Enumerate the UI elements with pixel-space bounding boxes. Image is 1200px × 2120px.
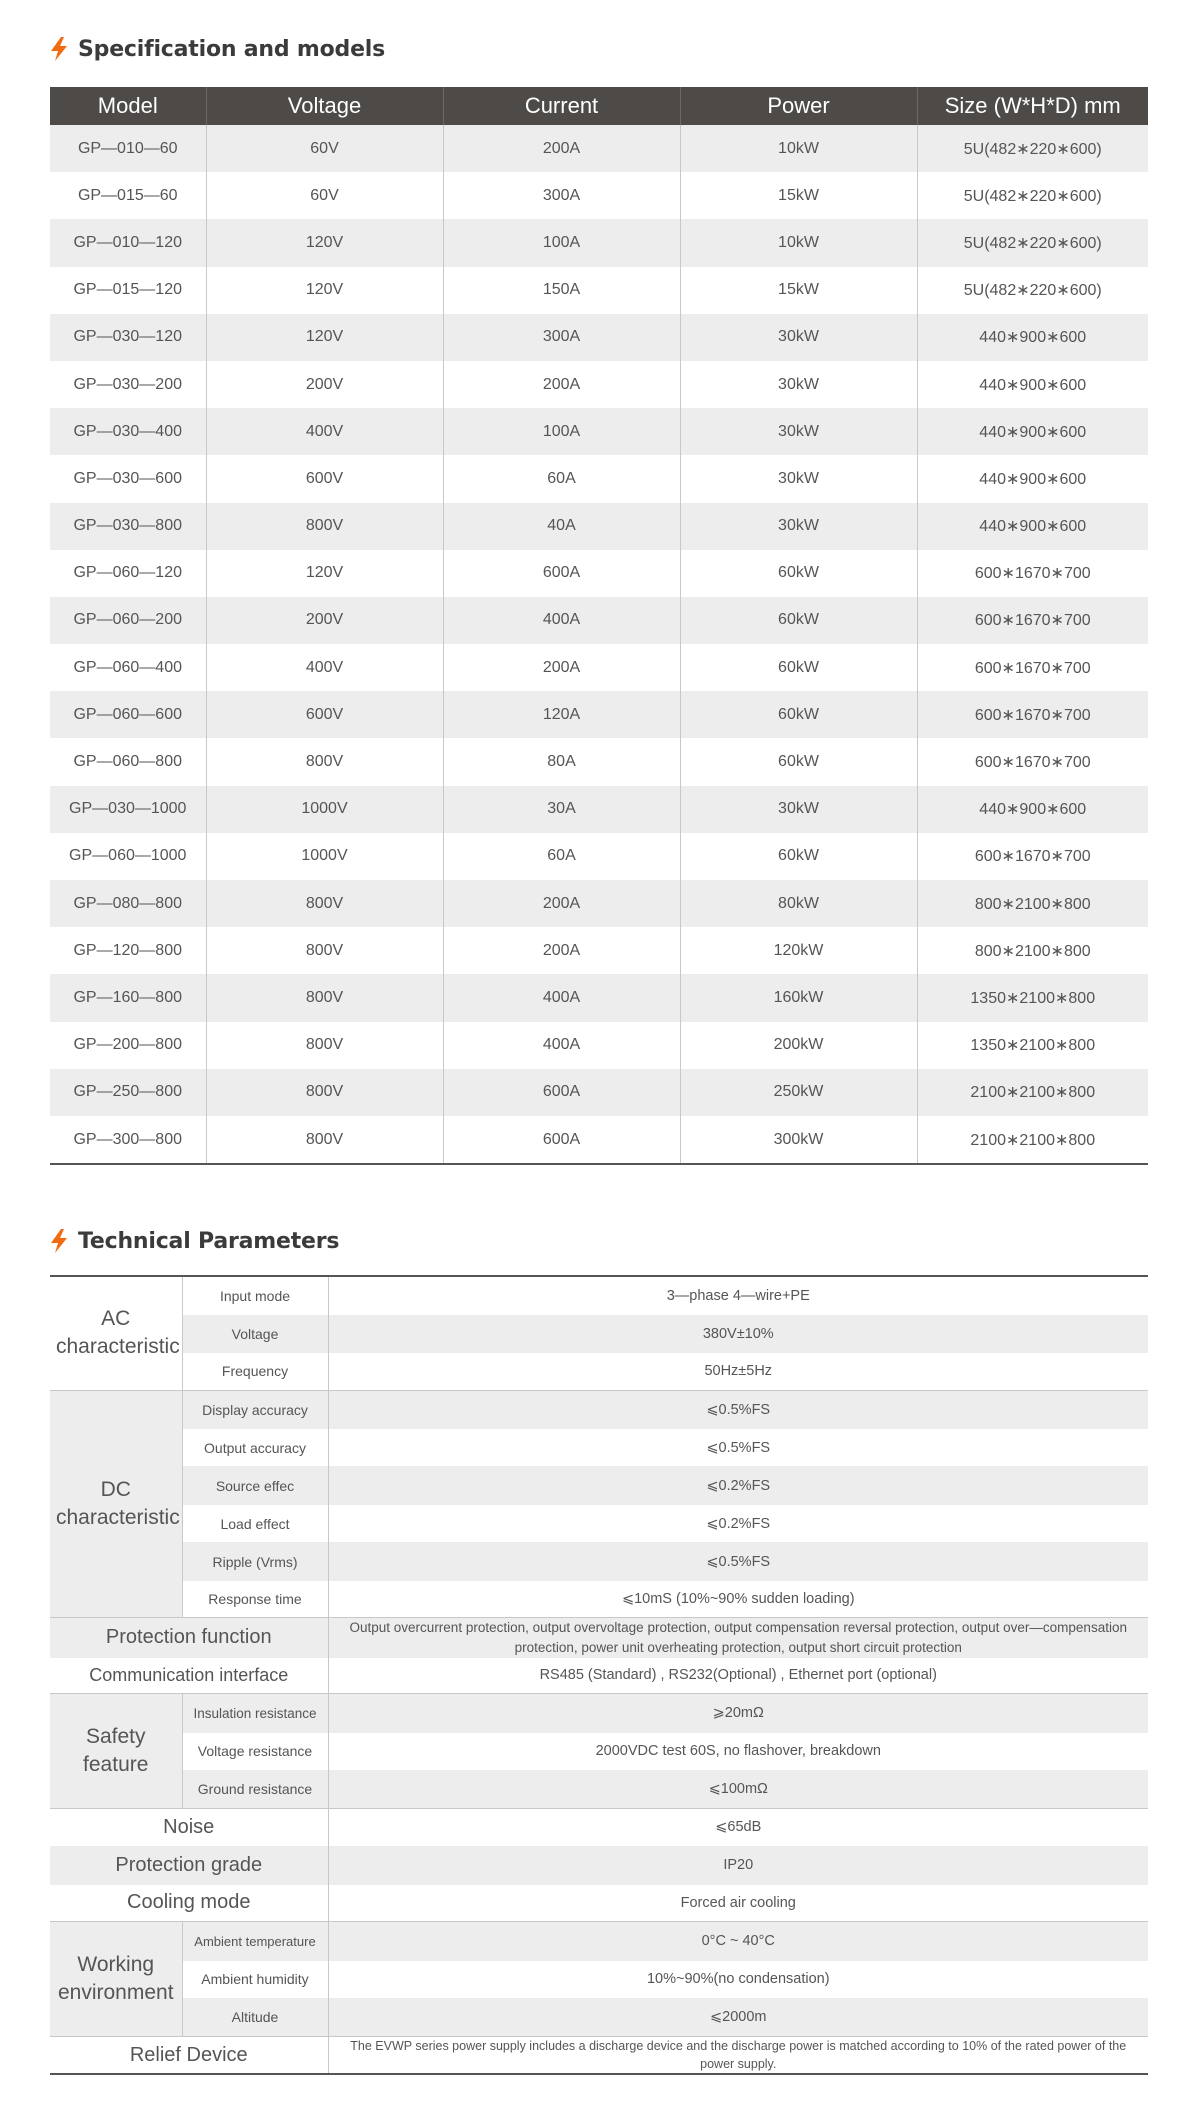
cell-current: 400A — [443, 974, 680, 1021]
cell-power: 30kW — [680, 314, 917, 361]
param-label-relief-device: Relief Device — [50, 2037, 328, 2075]
param-name: Source effec — [182, 1466, 328, 1505]
table-row — [50, 455, 1148, 502]
column-header-current: Current — [443, 87, 680, 125]
cell-current: 200A — [443, 644, 680, 691]
cell-power: 60kW — [680, 644, 917, 691]
cell-voltage: 800V — [206, 738, 443, 785]
param-row — [50, 1276, 1148, 1315]
param-name: Input mode — [182, 1276, 328, 1315]
table-row — [50, 974, 1148, 1021]
param-row — [50, 1770, 1148, 1809]
param-value: IP20 — [328, 1846, 1148, 1885]
param-name: Ground resistance — [182, 1770, 328, 1809]
cell-power: 30kW — [680, 786, 917, 833]
table-row — [50, 691, 1148, 738]
cell-model: GP—010—120 — [50, 219, 206, 266]
cell-current: 600A — [443, 1069, 680, 1116]
cell-voltage: 1000V — [206, 833, 443, 880]
param-row — [50, 2037, 1148, 2075]
param-value: 3—phase 4—wire+PE — [328, 1276, 1148, 1315]
cell-power: 250kW — [680, 1069, 917, 1116]
param-row — [50, 1581, 1148, 1617]
cell-model: GP—030—200 — [50, 361, 206, 408]
param-value: The EVWP series power supply includes a discharge device and the discharge power is matched according to 10% of the rated power of the power supply. — [328, 2037, 1148, 2075]
param-row — [50, 1961, 1148, 1998]
lightning-bolt-icon — [48, 36, 70, 62]
param-value: ⩽0.5%FS — [328, 1390, 1148, 1429]
column-header-power: Power — [680, 87, 917, 125]
column-header-size: Size (W*H*D) mm — [917, 87, 1148, 125]
param-name: Frequency — [182, 1353, 328, 1390]
cell-current: 400A — [443, 1022, 680, 1069]
cell-size: 5U(482∗220∗600) — [917, 125, 1148, 172]
cell-power: 60kW — [680, 550, 917, 597]
cell-power: 10kW — [680, 125, 917, 172]
spec-section-header — [48, 36, 385, 62]
cell-model: GP—060—400 — [50, 644, 206, 691]
cell-power: 60kW — [680, 691, 917, 738]
cell-current: 200A — [443, 880, 680, 927]
param-row — [50, 1885, 1148, 1922]
cell-voltage: 600V — [206, 455, 443, 502]
table-row — [50, 125, 1148, 172]
spec-models-table — [50, 87, 1148, 1165]
table-row — [50, 833, 1148, 880]
param-row — [50, 1353, 1148, 1390]
cell-model: GP—030—1000 — [50, 786, 206, 833]
cell-size: 5U(482∗220∗600) — [917, 172, 1148, 219]
param-row — [50, 1922, 1148, 1961]
param-name: Insulation resistance — [182, 1694, 328, 1733]
cell-model: GP—120—800 — [50, 927, 206, 974]
param-value: 380V±10% — [328, 1315, 1148, 1353]
param-value: Forced air cooling — [328, 1885, 1148, 1922]
cell-size: 5U(482∗220∗600) — [917, 267, 1148, 314]
param-value: ⩽10mS (10%~90% sudden loading) — [328, 1581, 1148, 1617]
cell-size: 2100∗2100∗800 — [917, 1069, 1148, 1116]
table-row — [50, 738, 1148, 785]
param-row — [50, 1429, 1148, 1466]
cell-size: 440∗900∗600 — [917, 503, 1148, 550]
param-row — [50, 1658, 1148, 1694]
param-label-communication: Communication interface — [50, 1658, 328, 1694]
cell-model: GP—160—800 — [50, 974, 206, 1021]
group-label-dc: DC characteristic — [50, 1390, 182, 1617]
cell-model: GP—080—800 — [50, 880, 206, 927]
cell-current: 300A — [443, 314, 680, 361]
param-row — [50, 1733, 1148, 1770]
cell-voltage: 800V — [206, 880, 443, 927]
cell-model: GP—060—120 — [50, 550, 206, 597]
param-value: ⩽0.5%FS — [328, 1429, 1148, 1466]
cell-voltage: 120V — [206, 314, 443, 361]
param-row — [50, 1998, 1148, 2037]
cell-power: 30kW — [680, 503, 917, 550]
cell-current: 600A — [443, 550, 680, 597]
table-row — [50, 786, 1148, 833]
cell-model: GP—030—800 — [50, 503, 206, 550]
cell-size: 600∗1670∗700 — [917, 738, 1148, 785]
param-row — [50, 1846, 1148, 1885]
table-row — [50, 361, 1148, 408]
cell-model: GP—060—1000 — [50, 833, 206, 880]
table-row — [50, 1069, 1148, 1116]
param-name: Voltage — [182, 1315, 328, 1353]
cell-size: 440∗900∗600 — [917, 786, 1148, 833]
cell-size: 600∗1670∗700 — [917, 597, 1148, 644]
param-value: ⩽65dB — [328, 1809, 1148, 1846]
cell-size: 1350∗2100∗800 — [917, 1022, 1148, 1069]
param-row — [50, 1542, 1148, 1581]
cell-power: 160kW — [680, 974, 917, 1021]
cell-voltage: 200V — [206, 361, 443, 408]
param-name: Response time — [182, 1581, 328, 1617]
cell-current: 200A — [443, 927, 680, 974]
cell-model: GP—030—400 — [50, 408, 206, 455]
cell-current: 30A — [443, 786, 680, 833]
table-row — [50, 172, 1148, 219]
cell-size: 600∗1670∗700 — [917, 691, 1148, 738]
param-name: Altitude — [182, 1998, 328, 2037]
cell-size: 600∗1670∗700 — [917, 644, 1148, 691]
cell-voltage: 800V — [206, 1116, 443, 1164]
param-name: Ambient temperature — [182, 1922, 328, 1961]
param-value: ⩽2000m — [328, 1998, 1148, 2037]
table-header-row — [50, 87, 1148, 125]
cell-model: GP—015—120 — [50, 267, 206, 314]
cell-size: 1350∗2100∗800 — [917, 974, 1148, 1021]
param-value: Output overcurrent protection, output overvoltage protection, output compensation reversal protection, output over—compensation protection, power unit overheating protection, output short circuit protection — [328, 1617, 1148, 1658]
cell-voltage: 200V — [206, 597, 443, 644]
param-name: Load effect — [182, 1505, 328, 1542]
cell-voltage: 60V — [206, 172, 443, 219]
cell-voltage: 60V — [206, 125, 443, 172]
param-row — [50, 1809, 1148, 1846]
cell-power: 15kW — [680, 172, 917, 219]
cell-size: 800∗2100∗800 — [917, 880, 1148, 927]
cell-power: 60kW — [680, 597, 917, 644]
param-label-noise: Noise — [50, 1809, 328, 1846]
param-value: ⩽100mΩ — [328, 1770, 1148, 1809]
cell-voltage: 120V — [206, 267, 443, 314]
cell-size: 440∗900∗600 — [917, 455, 1148, 502]
cell-power: 30kW — [680, 361, 917, 408]
cell-current: 200A — [443, 361, 680, 408]
cell-current: 600A — [443, 1116, 680, 1164]
tech-section-title: Technical Parameters — [78, 1228, 340, 1254]
table-row — [50, 550, 1148, 597]
cell-model: GP—300—800 — [50, 1116, 206, 1164]
param-value: 2000VDC test 60S, no flashover, breakdown — [328, 1733, 1148, 1770]
param-label-cooling-mode: Cooling mode — [50, 1885, 328, 1922]
cell-current: 100A — [443, 408, 680, 455]
cell-power: 60kW — [680, 833, 917, 880]
table-row — [50, 1116, 1148, 1164]
cell-voltage: 120V — [206, 219, 443, 266]
param-value: 50Hz±5Hz — [328, 1353, 1148, 1390]
cell-current: 60A — [443, 455, 680, 502]
cell-power: 30kW — [680, 455, 917, 502]
param-name: Output accuracy — [182, 1429, 328, 1466]
cell-current: 300A — [443, 172, 680, 219]
cell-voltage: 120V — [206, 550, 443, 597]
cell-size: 440∗900∗600 — [917, 314, 1148, 361]
param-value: RS485 (Standard) , RS232(Optional) , Ethernet port (optional) — [328, 1658, 1148, 1694]
cell-current: 100A — [443, 219, 680, 266]
cell-size: 600∗1670∗700 — [917, 550, 1148, 597]
group-label-ac: AC characteristic — [50, 1276, 182, 1390]
param-name: Voltage resistance — [182, 1733, 328, 1770]
cell-power: 15kW — [680, 267, 917, 314]
param-row — [50, 1466, 1148, 1505]
cell-voltage: 800V — [206, 1069, 443, 1116]
cell-model: GP—015—60 — [50, 172, 206, 219]
technical-parameters-table — [50, 1275, 1148, 2075]
cell-current: 150A — [443, 267, 680, 314]
cell-voltage: 400V — [206, 408, 443, 455]
column-header-voltage: Voltage — [206, 87, 443, 125]
cell-model: GP—200—800 — [50, 1022, 206, 1069]
cell-power: 80kW — [680, 880, 917, 927]
cell-current: 120A — [443, 691, 680, 738]
cell-voltage: 400V — [206, 644, 443, 691]
table-row — [50, 408, 1148, 455]
cell-current: 80A — [443, 738, 680, 785]
cell-power: 60kW — [680, 738, 917, 785]
cell-model: GP—060—200 — [50, 597, 206, 644]
cell-model: GP—060—800 — [50, 738, 206, 785]
cell-power: 300kW — [680, 1116, 917, 1164]
param-name: Ambient humidity — [182, 1961, 328, 1998]
table-row — [50, 880, 1148, 927]
cell-model: GP—060—600 — [50, 691, 206, 738]
table-row — [50, 1022, 1148, 1069]
param-value: ⩽0.2%FS — [328, 1466, 1148, 1505]
cell-model: GP—010—60 — [50, 125, 206, 172]
param-value: 0°C ~ 40°C — [328, 1922, 1148, 1961]
cell-size: 600∗1670∗700 — [917, 833, 1148, 880]
lightning-bolt-icon — [48, 1228, 70, 1254]
param-label-protection-function: Protection function — [50, 1617, 328, 1658]
cell-size: 2100∗2100∗800 — [917, 1116, 1148, 1164]
param-value: ⩽0.2%FS — [328, 1505, 1148, 1542]
table-row — [50, 267, 1148, 314]
cell-power: 120kW — [680, 927, 917, 974]
cell-size: 5U(482∗220∗600) — [917, 219, 1148, 266]
spec-section-title: Specification and models — [78, 36, 386, 62]
cell-voltage: 600V — [206, 691, 443, 738]
param-value: ⩽0.5%FS — [328, 1542, 1148, 1581]
cell-model: GP—030—120 — [50, 314, 206, 361]
cell-model: GP—030—600 — [50, 455, 206, 502]
cell-model: GP—250—800 — [50, 1069, 206, 1116]
cell-size: 440∗900∗600 — [917, 408, 1148, 455]
cell-voltage: 800V — [206, 1022, 443, 1069]
param-value: ⩾20mΩ — [328, 1694, 1148, 1733]
cell-current: 60A — [443, 833, 680, 880]
cell-voltage: 800V — [206, 974, 443, 1021]
cell-power: 200kW — [680, 1022, 917, 1069]
cell-current: 40A — [443, 503, 680, 550]
cell-voltage: 1000V — [206, 786, 443, 833]
tech-section-header — [48, 1228, 339, 1254]
cell-current: 400A — [443, 597, 680, 644]
cell-voltage: 800V — [206, 927, 443, 974]
table-row — [50, 644, 1148, 691]
group-label-environment: Working environment — [50, 1922, 182, 2037]
table-row — [50, 219, 1148, 266]
param-row — [50, 1505, 1148, 1542]
param-row — [50, 1315, 1148, 1353]
cell-size: 800∗2100∗800 — [917, 927, 1148, 974]
cell-power: 10kW — [680, 219, 917, 266]
cell-size: 440∗900∗600 — [917, 361, 1148, 408]
param-label-protection-grade: Protection grade — [50, 1846, 328, 1885]
table-row — [50, 597, 1148, 644]
table-row — [50, 314, 1148, 361]
group-label-safety: Safety feature — [50, 1694, 182, 1809]
table-row — [50, 927, 1148, 974]
cell-power: 30kW — [680, 408, 917, 455]
cell-current: 200A — [443, 125, 680, 172]
table-row — [50, 503, 1148, 550]
param-name: Display accuracy — [182, 1390, 328, 1429]
param-value: 10%~90%(no condensation) — [328, 1961, 1148, 1998]
cell-voltage: 800V — [206, 503, 443, 550]
param-row — [50, 1617, 1148, 1658]
param-row — [50, 1390, 1148, 1429]
param-row — [50, 1694, 1148, 1733]
column-header-model: Model — [50, 87, 206, 125]
param-name: Ripple (Vrms) — [182, 1542, 328, 1581]
